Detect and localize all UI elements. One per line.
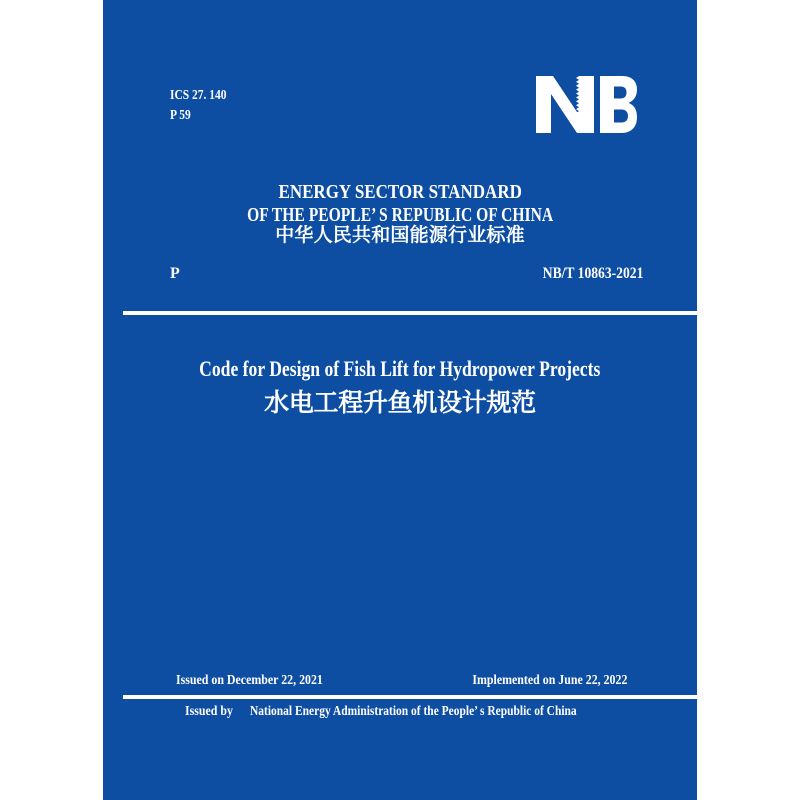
implemented-date xyxy=(445,673,627,689)
standard-number-text: NB/T 10863-2021 xyxy=(542,265,643,282)
issued-by-label xyxy=(185,704,241,720)
title-english xyxy=(103,356,697,381)
nb-logo-b-letter xyxy=(600,76,637,133)
footer-divider-rule xyxy=(123,695,697,699)
standard-cover xyxy=(103,0,697,800)
issued-by-value-text: National Energy Administration of the People’ s Republic of China xyxy=(250,704,577,719)
nb-logo-n-letter xyxy=(536,76,594,133)
standard-category-letter: P xyxy=(170,265,180,282)
standard-number xyxy=(525,265,643,283)
classification-code xyxy=(170,107,194,123)
header-en-line2-text: OF THE PEOPLE’ S REPUBLIC OF CHINA xyxy=(247,204,553,226)
header-cn-line: 中华人民共和国能源行业标准 xyxy=(275,224,525,246)
header-en-line1-text: ENERGY SECTOR STANDARD xyxy=(278,181,522,203)
title-chinese: 水电工程升鱼机设计规范 xyxy=(264,390,536,417)
classification-code-text: P 59 xyxy=(170,107,191,122)
issued-date xyxy=(176,673,349,689)
ics-code-text: ICS 27. 140 xyxy=(170,87,227,102)
header-divider-rule xyxy=(123,311,697,315)
issued-by-value xyxy=(250,704,648,720)
nb-logo xyxy=(536,76,637,133)
implemented-date-text: Implemented on June 22, 2022 xyxy=(471,673,627,688)
ics-code xyxy=(170,87,236,103)
issued-by-label-text: Issued by xyxy=(185,704,233,719)
title-english-text: Code for Design of Fish Lift for Hydropower Projects xyxy=(199,356,601,381)
header-en-line1 xyxy=(103,181,697,204)
issued-date-text: Issued on December 22, 2021 xyxy=(176,673,323,688)
